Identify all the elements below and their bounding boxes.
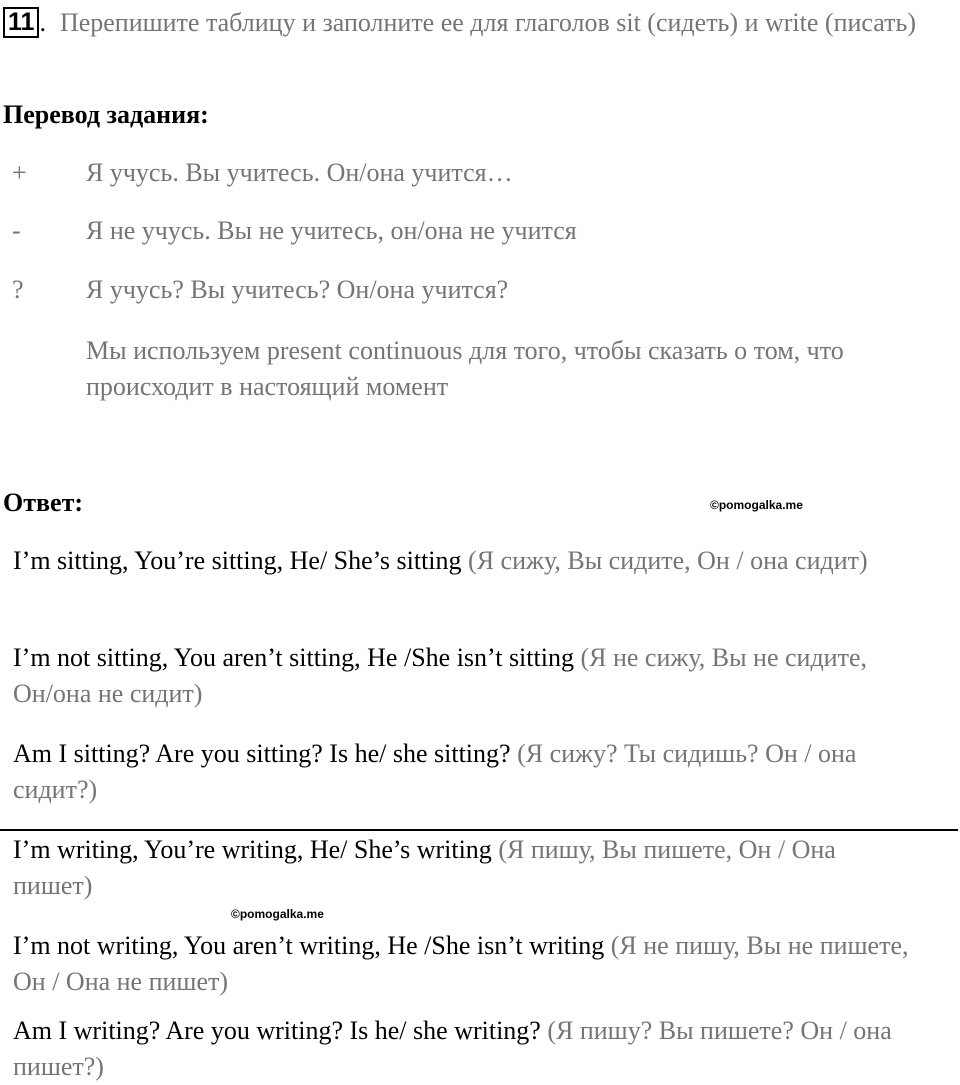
answer-line — [13, 736, 913, 808]
translation-title: Перевод задания: — [3, 100, 209, 129]
translation-text: Я учусь? Вы учитесь? Он/она учится? — [86, 275, 509, 304]
answer-russian: (Я пишу? Вы пишете? Он / она пишет?) — [13, 1016, 892, 1081]
minus-sign: - — [12, 216, 21, 245]
answer-line — [13, 832, 913, 904]
question-sign: ? — [12, 275, 24, 304]
answer-title: Ответ: — [3, 488, 84, 517]
task-number-dot: . — [39, 8, 46, 37]
divider — [0, 829, 958, 831]
answer-english: Am I writing? Are you writing? Is he/ she writing? — [13, 1016, 541, 1045]
task-instruction: Перепишите таблицу и заполните ее для глаголов sit (сидеть) и write (писать) — [59, 8, 916, 37]
answer-english: I’m writing, You’re writing, He/ She’s writing — [13, 835, 492, 864]
answer-english: I’m sitting, You’re sitting, He/ She’s sitting — [13, 546, 469, 575]
watermark: ©pomogalka.me — [231, 907, 324, 921]
translation-text: Я не учусь. Вы не учитесь, он/она не учится — [86, 216, 577, 245]
answer-english: I’m not sitting, You aren’t sitting, He /She isn’t sitting — [13, 643, 574, 672]
answer-line — [13, 640, 913, 712]
answer-russian: (Я сижу? Ты сидишь? Он / она сидит?) — [13, 739, 857, 804]
answer-russian: (Я не пишу, Вы не пишете, Он / Она не пишет) — [13, 931, 909, 996]
answer-line — [13, 1013, 913, 1085]
plus-sign: + — [12, 158, 27, 187]
answer-english: I’m not writing, You aren’t writing, He /She isn’t writing — [13, 931, 605, 960]
task-number-badge: 11 — [3, 7, 39, 38]
translation-text: Я учусь. Вы учитесь. Он/она учится… — [86, 158, 513, 187]
answer-russian: (Я не сижу, Вы не сидите, Он/она не сидит) — [13, 643, 868, 708]
translation-explanation: Мы используем present continuous для того, чтобы сказать о том, что происходит в настоящий момент — [86, 336, 844, 401]
task-header — [3, 4, 943, 42]
answer-line — [13, 543, 913, 579]
answer-english: Am I sitting? Are you sitting? Is he/ she sitting? — [13, 739, 511, 768]
watermark: ©pomogalka.me — [710, 498, 803, 512]
answer-russian: (Я пишу, Вы пишете, Он / Она пишет) — [13, 835, 836, 900]
answer-line — [13, 928, 913, 1000]
answer-russian: (Я сижу, Вы сидите, Он / она сидит) — [468, 546, 868, 575]
